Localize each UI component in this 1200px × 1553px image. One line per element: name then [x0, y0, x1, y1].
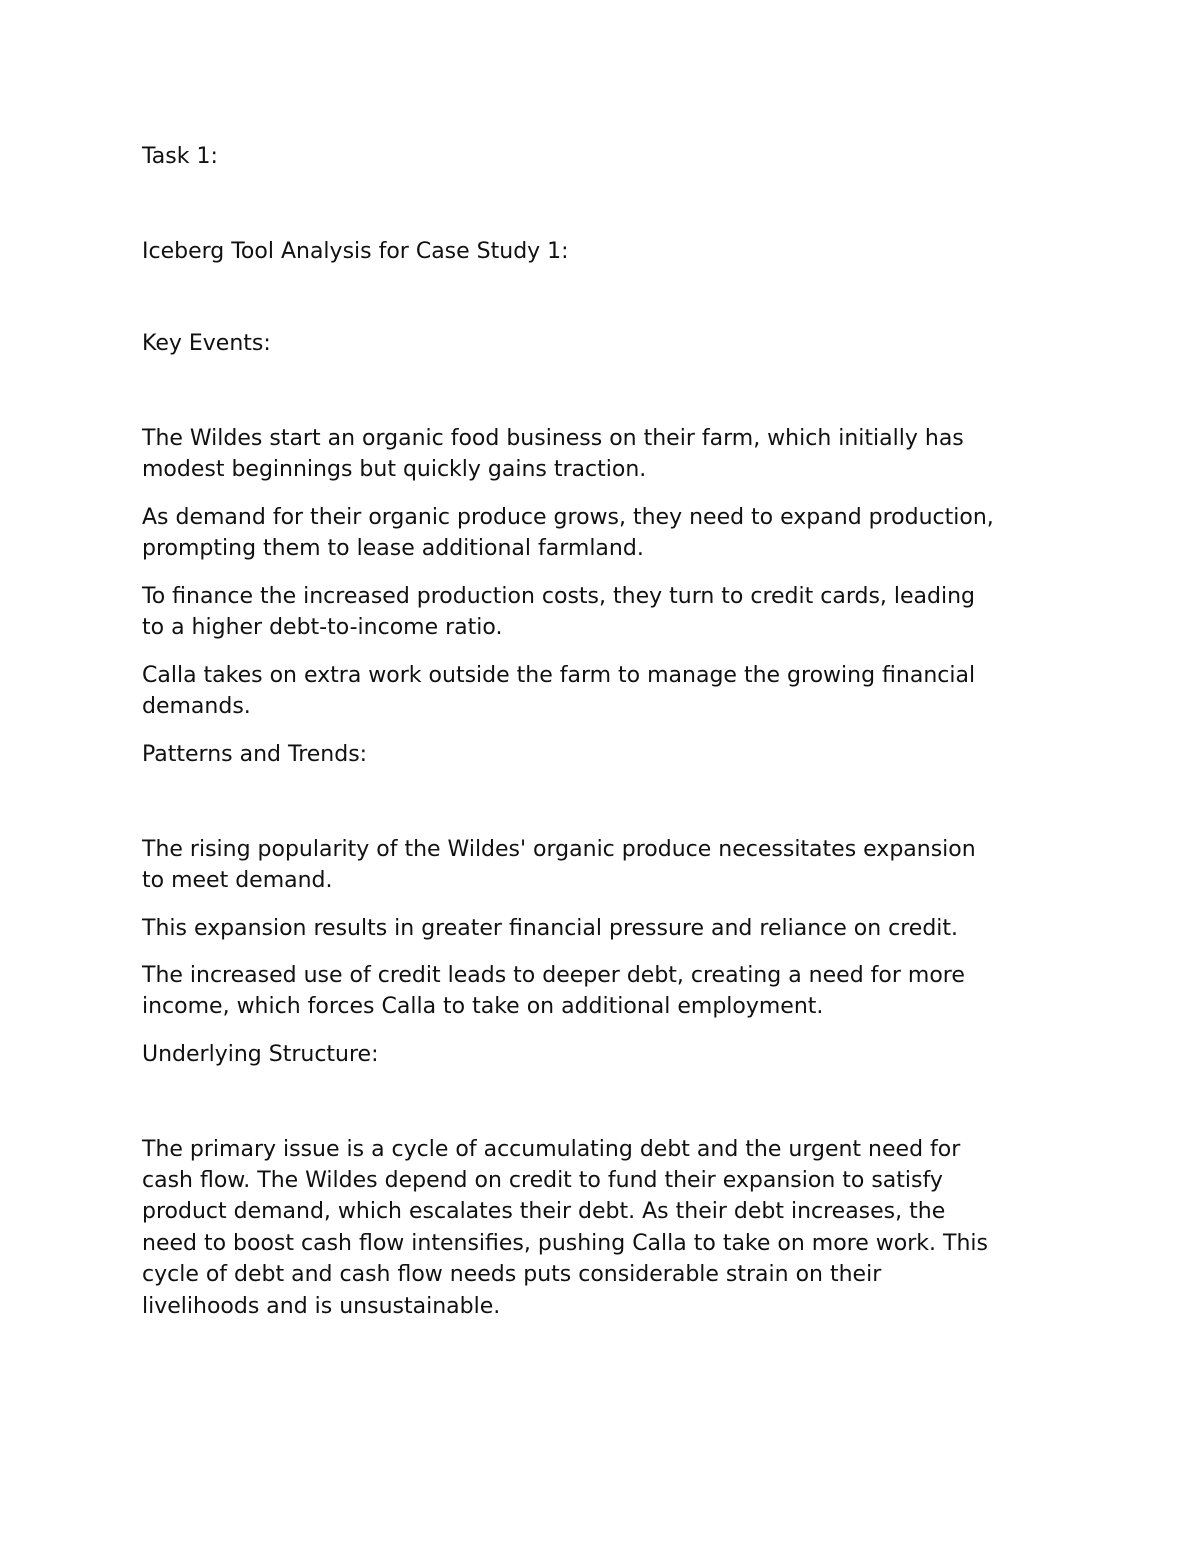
structure-line-5: cycle of debt and cash flow needs puts considerable strain on their: [142, 1262, 882, 1287]
key-event-1-line-2: modest beginnings but quickly gains traction.: [142, 457, 647, 482]
pattern-2-line-1: This expansion results in greater financial pressure and reliance on credit.: [142, 916, 959, 941]
key-event-2-line-1: As demand for their organic produce grows, they need to expand production,: [142, 505, 994, 530]
document-title: Iceberg Tool Analysis for Case Study 1:: [142, 239, 569, 264]
underlying-structure-heading: Underlying Structure:: [142, 1042, 379, 1067]
task-heading: Task 1:: [142, 144, 218, 169]
key-event-3-line-1: To finance the increased production costs, they turn to credit cards, leading: [142, 584, 976, 609]
structure-line-1: The primary issue is a cycle of accumulating debt and the urgent need for: [142, 1137, 961, 1162]
key-event-2-line-2: prompting them to lease additional farmland.: [142, 536, 644, 561]
structure-line-2: cash flow. The Wildes depend on credit to fund their expansion to satisfy: [142, 1168, 943, 1193]
structure-line-4: need to boost cash flow intensifies, pushing Calla to take on more work. This: [142, 1231, 988, 1256]
pattern-1-line-1: The rising popularity of the Wildes' organic produce necessitates expansion: [142, 837, 976, 862]
structure-line-3: product demand, which escalates their debt. As their debt increases, the: [142, 1199, 946, 1224]
key-events-heading: Key Events:: [142, 331, 271, 356]
pattern-3-line-1: The increased use of credit leads to deeper debt, creating a need for more: [142, 963, 965, 988]
patterns-trends-heading: Patterns and Trends:: [142, 742, 368, 767]
pattern-3-line-2: income, which forces Calla to take on additional employment.: [142, 994, 824, 1019]
structure-line-6: livelihoods and is unsustainable.: [142, 1294, 501, 1319]
pattern-1-line-2: to meet demand.: [142, 868, 333, 893]
key-event-3-line-2: to a higher debt-to-income ratio.: [142, 615, 503, 640]
key-event-4-line-2: demands.: [142, 694, 251, 719]
key-event-1-line-1: The Wildes start an organic food business on their farm, which initially has: [142, 426, 964, 451]
key-event-4-line-1: Calla takes on extra work outside the farm to manage the growing financial: [142, 663, 976, 688]
